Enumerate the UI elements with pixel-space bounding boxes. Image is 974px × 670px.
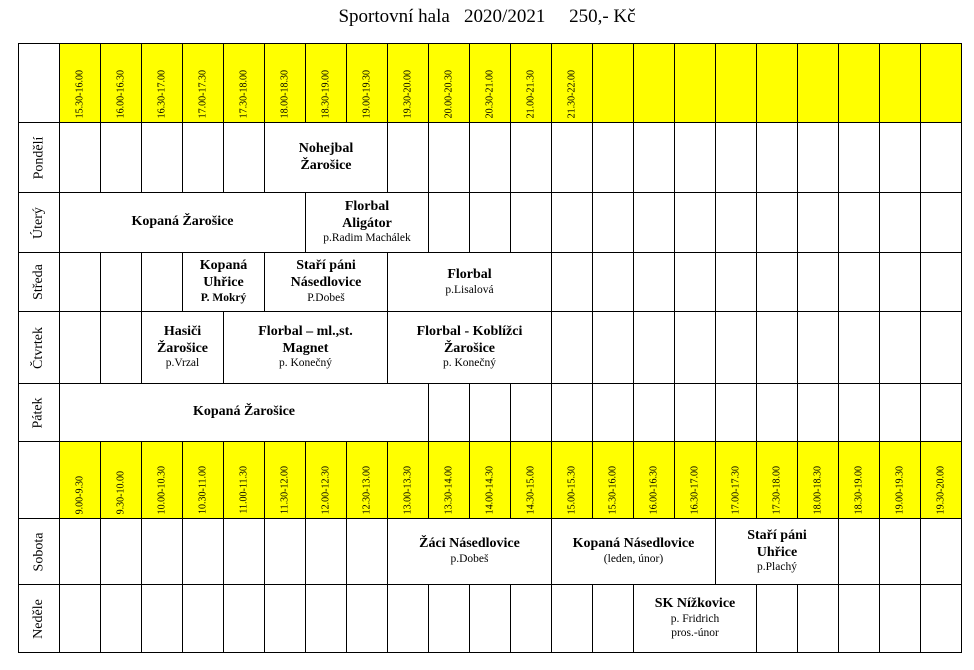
time-slot-label: [567, 466, 578, 514]
time-slot-header: [182, 441, 224, 519]
event-name: Staří páni: [296, 258, 356, 274]
empty-slot: [551, 311, 593, 384]
time-slot-header: [756, 441, 798, 519]
empty-slot: [100, 252, 142, 312]
time-slot-text: 18.30-19.00: [853, 465, 865, 514]
time-slot-header: [551, 441, 593, 519]
day-label: Úterý: [30, 206, 46, 239]
empty-slot: [715, 383, 757, 442]
event-name: Žarošice: [443, 340, 496, 356]
time-slot-label: [75, 476, 86, 514]
empty-slot: [592, 252, 634, 312]
empty-slot: [141, 252, 183, 312]
time-slot-text: 18.00-18.30: [812, 465, 824, 514]
empty-slot: [879, 518, 921, 585]
time-slot-label: [362, 70, 373, 118]
time-slot-header: [879, 43, 921, 123]
empty-slot: [510, 584, 552, 653]
empty-slot: [797, 311, 839, 384]
event-name: Florbal - Koblížci: [416, 323, 523, 339]
empty-slot: [674, 383, 716, 442]
day-label: Pondělí: [31, 136, 46, 179]
empty-slot: [141, 584, 183, 653]
event-contact: p. Fridrich: [670, 613, 720, 626]
empty-slot: [182, 584, 224, 653]
day-label: Středa: [30, 264, 46, 300]
empty-slot: [838, 122, 880, 193]
time-slot-text: 14.00-14.30: [484, 465, 496, 514]
time-slot-header: [510, 441, 552, 519]
event-block: [305, 192, 429, 253]
time-slot-label: [280, 466, 291, 514]
event-contact: p.Lisalová: [445, 283, 494, 296]
time-slot-label: [854, 466, 865, 514]
time-slot-header: [346, 43, 388, 123]
time-slot-label: [649, 466, 660, 514]
empty-slot: [797, 584, 839, 653]
event-block: [264, 122, 388, 193]
empty-slot: [756, 584, 798, 653]
day-label-cell: [18, 311, 60, 384]
time-slot-header: [264, 441, 306, 519]
event-block: [387, 518, 552, 585]
time-slot-text: 17.30-18.00: [771, 465, 783, 514]
time-slot-label: [444, 70, 455, 118]
empty-slot: [592, 584, 634, 653]
empty-slot: [920, 122, 962, 193]
day-label: Čtvrtek: [31, 326, 46, 369]
empty-slot: [223, 584, 265, 653]
empty-slot: [305, 584, 347, 653]
time-slot-text: 15.30-16.00: [74, 69, 86, 118]
time-slot-text: 13.30-14.00: [443, 465, 455, 514]
empty-slot: [633, 252, 675, 312]
time-slot-label: [239, 466, 250, 514]
empty-slot: [469, 192, 511, 253]
time-slot-text: 16.00-16.30: [115, 69, 127, 118]
time-slot-label: [444, 466, 455, 514]
empty-slot: [797, 122, 839, 193]
time-slot-header: [633, 441, 675, 519]
empty-slot: [510, 192, 552, 253]
time-slot-header: [879, 441, 921, 519]
empty-slot: [264, 518, 306, 585]
empty-slot: [838, 252, 880, 312]
empty-slot: [838, 584, 880, 653]
empty-slot: [920, 518, 962, 585]
time-slot-label: [116, 70, 127, 118]
time-slot-header: [182, 43, 224, 123]
empty-slot: [674, 311, 716, 384]
time-slot-label: [75, 70, 86, 118]
time-slot-label: [321, 466, 332, 514]
time-header-blank: [18, 43, 60, 123]
time-slot-header: [100, 441, 142, 519]
empty-slot: [633, 311, 675, 384]
time-slot-text: 17.30-18.00: [238, 69, 250, 118]
empty-slot: [387, 122, 429, 193]
event-block: [715, 518, 839, 585]
event-name: Kopaná Žarošice: [131, 214, 234, 230]
event-name: Florbal: [447, 266, 492, 282]
empty-slot: [756, 311, 798, 384]
empty-slot: [59, 252, 101, 312]
time-slot-label: [280, 70, 291, 118]
event-name: Násedlovice: [290, 275, 362, 291]
time-slot-text: 14.30-15.00: [525, 465, 537, 514]
time-slot-label: [895, 466, 906, 514]
event-name: Magnet: [282, 340, 329, 356]
time-slot-text: 16.30-17.00: [156, 69, 168, 118]
time-slot-label: [321, 70, 332, 118]
day-label-cell: [18, 122, 60, 193]
empty-slot: [100, 584, 142, 653]
time-slot-header: [838, 43, 880, 123]
time-slot-text: 15.30-16.00: [607, 465, 619, 514]
time-slot-label: [239, 70, 250, 118]
time-slot-text: 9.30-10.00: [115, 470, 127, 514]
time-slot-text: 13.00-13.30: [402, 465, 414, 514]
empty-slot: [469, 383, 511, 442]
time-slot-header: [797, 441, 839, 519]
empty-slot: [100, 518, 142, 585]
time-slot-header: [469, 43, 511, 123]
time-slot-header: [674, 43, 716, 123]
time-slot-label: [567, 70, 578, 118]
event-contact: P.Dobeš: [307, 291, 345, 304]
empty-slot: [182, 122, 224, 193]
event-name: Žarošice: [300, 157, 352, 173]
event-name: Kopaná Násedlovice: [572, 536, 695, 552]
time-slot-text: 10.30-11.00: [197, 466, 209, 514]
time-slot-header: [59, 43, 101, 123]
time-slot-text: 20.30-21.00: [484, 69, 496, 118]
event-name: Kopaná Uhřice: [199, 258, 248, 291]
empty-slot: [510, 383, 552, 442]
event-name: Florbal – ml.,st.: [258, 323, 353, 339]
day-label-cell: [18, 252, 60, 312]
time-slot-header: [387, 43, 429, 123]
event-name: Staří páni: [747, 527, 807, 543]
empty-slot: [182, 518, 224, 585]
empty-slot: [59, 311, 101, 384]
event-contact: p.Dobeš: [450, 553, 489, 565]
time-slot-text: 18.00-18.30: [279, 69, 291, 118]
empty-slot: [633, 122, 675, 193]
time-slot-label: [526, 466, 537, 514]
empty-slot: [715, 311, 757, 384]
empty-slot: [879, 311, 921, 384]
time-slot-label: [936, 466, 947, 514]
empty-slot: [59, 584, 101, 653]
time-slot-label: [198, 466, 209, 514]
time-slot-header: [223, 43, 265, 123]
event-block: [59, 383, 429, 442]
event-block: [387, 252, 552, 312]
empty-slot: [838, 518, 880, 585]
time-slot-label: [526, 70, 537, 118]
time-slot-label: [731, 466, 742, 514]
event-block: [182, 252, 265, 312]
time-slot-label: [403, 466, 414, 514]
empty-slot: [838, 383, 880, 442]
event-contact: p.Plachý: [757, 561, 797, 574]
time-slot-label: [362, 466, 373, 514]
empty-slot: [674, 192, 716, 253]
time-slot-text: 21.00-21.30: [525, 69, 537, 118]
empty-slot: [551, 584, 593, 653]
empty-slot: [633, 383, 675, 442]
empty-slot: [387, 584, 429, 653]
empty-slot: [756, 252, 798, 312]
time-slot-text: 19.30-20.00: [935, 465, 947, 514]
time-slot-header: [920, 43, 962, 123]
time-slot-header: [715, 441, 757, 519]
event-name: Nohejbal: [298, 140, 354, 156]
time-slot-text: 16.30-17.00: [689, 465, 701, 514]
time-slot-header: [633, 43, 675, 123]
day-label-cell: [18, 584, 60, 653]
time-slot-header: [838, 441, 880, 519]
time-slot-label: [116, 471, 127, 514]
empty-slot: [715, 252, 757, 312]
time-slot-text: 19.30-20.00: [402, 69, 414, 118]
time-slot-header: [592, 43, 634, 123]
time-slot-header: [674, 441, 716, 519]
time-slot-header: [100, 43, 142, 123]
event-contact: P. Mokrý: [200, 291, 247, 304]
empty-slot: [551, 122, 593, 193]
empty-slot: [100, 122, 142, 193]
page-title: Sportovní hala 2020/2021 250,- Kč: [338, 6, 636, 27]
time-slot-label: [403, 70, 414, 118]
empty-slot: [428, 584, 470, 653]
day-label-cell: [18, 383, 60, 442]
time-slot-label: [485, 466, 496, 514]
day-label: Sobota: [30, 532, 46, 571]
event-name: Kopaná Žarošice: [192, 404, 296, 420]
time-slot-text: 12.00-12.30: [320, 465, 332, 514]
empty-slot: [592, 383, 634, 442]
time-slot-label: [690, 466, 701, 514]
empty-slot: [879, 192, 921, 253]
time-slot-header: [797, 43, 839, 123]
day-label: Neděle: [31, 598, 46, 639]
empty-slot: [305, 518, 347, 585]
time-slot-text: 11.00-11.30: [238, 466, 250, 514]
empty-slot: [715, 192, 757, 253]
empty-slot: [592, 122, 634, 193]
empty-slot: [674, 122, 716, 193]
event-block: [551, 518, 716, 585]
time-slot-text: 19.00-19.30: [361, 69, 373, 118]
time-slot-header: [264, 43, 306, 123]
time-slot-label: [772, 466, 783, 514]
empty-slot: [59, 122, 101, 193]
empty-slot: [346, 584, 388, 653]
time-slot-header: [428, 441, 470, 519]
time-slot-header: [469, 441, 511, 519]
empty-slot: [920, 252, 962, 312]
time-slot-header: [387, 441, 429, 519]
event-name: Žáci Násedlovice: [419, 536, 520, 552]
empty-slot: [551, 383, 593, 442]
empty-slot: [920, 383, 962, 442]
time-slot-header: [715, 43, 757, 123]
time-slot-header: [223, 441, 265, 519]
empty-slot: [756, 383, 798, 442]
time-slot-text: 15.00-15.30: [566, 465, 578, 514]
time-slot-text: 12.30-13.00: [361, 465, 373, 514]
empty-slot: [756, 122, 798, 193]
empty-slot: [346, 518, 388, 585]
time-slot-text: 17.00-17.30: [730, 465, 742, 514]
time-slot-header: [141, 43, 183, 123]
time-slot-text: 21.30-22.00: [566, 69, 578, 118]
empty-slot: [715, 122, 757, 193]
day-label-cell: [18, 518, 60, 585]
empty-slot: [428, 192, 470, 253]
empty-slot: [141, 122, 183, 193]
empty-slot: [592, 192, 634, 253]
event-contact: p.Radim Machálek: [323, 232, 411, 245]
empty-slot: [920, 311, 962, 384]
time-slot-header: [428, 43, 470, 123]
empty-slot: [469, 584, 511, 653]
day-label: Pátek: [30, 396, 46, 429]
empty-slot: [59, 518, 101, 585]
empty-slot: [879, 584, 921, 653]
empty-slot: [551, 192, 593, 253]
empty-slot: [879, 122, 921, 193]
event-name: Uhřice: [756, 544, 798, 560]
day-label-cell: [18, 192, 60, 253]
event-name: SK Nížkovice: [654, 596, 736, 612]
event-block: [141, 311, 224, 384]
event-block: [223, 311, 388, 384]
time-slot-text: 18.30-19.00: [320, 69, 332, 118]
event-block: [59, 192, 306, 253]
time-slot-header: [592, 441, 634, 519]
time-slot-header: [510, 43, 552, 123]
event-contact: p.Vrzal: [165, 357, 200, 370]
event-contact: pros.-únor: [671, 626, 719, 639]
event-contact: p. Konečný: [278, 357, 332, 370]
empty-slot: [879, 383, 921, 442]
empty-slot: [264, 584, 306, 653]
time-slot-header: [551, 43, 593, 123]
event-contact: (leden, únor): [603, 553, 664, 565]
empty-slot: [920, 192, 962, 253]
empty-slot: [797, 383, 839, 442]
event-block: [264, 252, 388, 312]
empty-slot: [141, 518, 183, 585]
time-slot-header: [346, 441, 388, 519]
empty-slot: [920, 584, 962, 653]
event-block: [633, 584, 757, 653]
time-slot-text: 11.30-12.00: [279, 466, 291, 514]
time-slot-text: 19.00-19.30: [894, 465, 906, 514]
empty-slot: [592, 311, 634, 384]
event-name: Aligátor: [342, 215, 392, 231]
empty-slot: [469, 122, 511, 193]
empty-slot: [223, 518, 265, 585]
empty-slot: [797, 252, 839, 312]
time-slot-label: [608, 466, 619, 514]
empty-slot: [428, 383, 470, 442]
empty-slot: [838, 192, 880, 253]
time-slot-label: [157, 70, 168, 118]
time-slot-text: 16.00-16.30: [648, 465, 660, 514]
empty-slot: [797, 192, 839, 253]
time-slot-label: [485, 70, 496, 118]
time-slot-header: [59, 441, 101, 519]
empty-slot: [674, 252, 716, 312]
empty-slot: [879, 252, 921, 312]
empty-slot: [756, 192, 798, 253]
empty-slot: [633, 192, 675, 253]
time-header-blank: [18, 441, 60, 519]
time-slot-label: [813, 466, 824, 514]
time-slot-label: [198, 70, 209, 118]
time-slot-text: 17.00-17.30: [197, 69, 209, 118]
event-name: Florbal: [344, 198, 390, 214]
event-name: Žarošice: [156, 340, 209, 356]
empty-slot: [100, 311, 142, 384]
event-name: Hasiči: [163, 323, 202, 339]
time-slot-header: [920, 441, 962, 519]
empty-slot: [510, 122, 552, 193]
time-slot-header: [756, 43, 798, 123]
event-contact: p. Konečný: [442, 357, 496, 370]
empty-slot: [428, 122, 470, 193]
time-slot-header: [305, 43, 347, 123]
empty-slot: [838, 311, 880, 384]
empty-slot: [551, 252, 593, 312]
time-slot-header: [305, 441, 347, 519]
time-slot-label: [157, 466, 168, 514]
time-slot-text: 20.00-20.30: [443, 69, 455, 118]
empty-slot: [223, 122, 265, 193]
time-slot-header: [141, 441, 183, 519]
event-block: [387, 311, 552, 384]
time-slot-text: 10.00-10.30: [156, 465, 168, 514]
time-slot-text: 9.00-9.30: [74, 475, 86, 514]
